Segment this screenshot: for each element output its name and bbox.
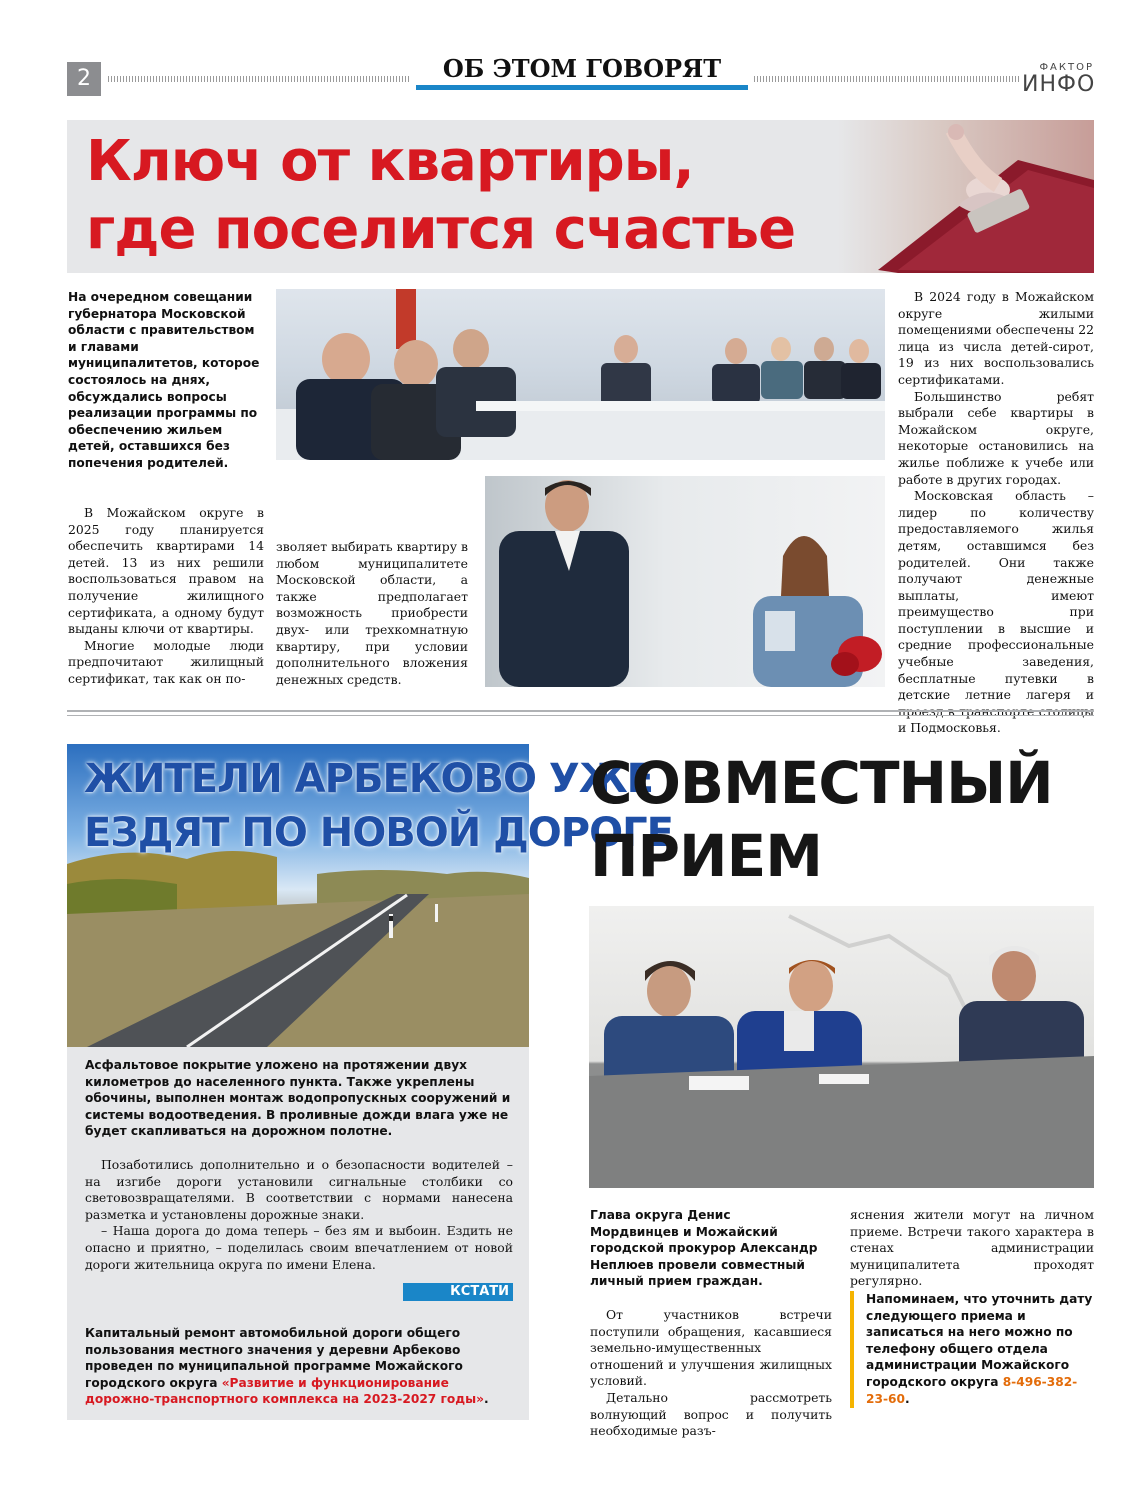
phone-number: 8-496-382-23-60 xyxy=(866,1374,1078,1406)
article3-lead: Глава округа Денис Мордвинцев и Можайский городской прокурор Александр Неплюев провели совместный личный прием граждан. xyxy=(590,1208,818,1289)
meeting-illustration xyxy=(276,289,885,460)
article2-body xyxy=(85,1157,513,1273)
article1-title-line1: Ключ от квартиры, xyxy=(86,129,694,194)
article3-p2-text: Детально рассмотреть волнующий вопрос и получить необходимые разъ- xyxy=(590,1389,832,1439)
article1-title xyxy=(86,128,795,264)
article1-col3-p1 xyxy=(898,289,1094,389)
article1-col1 xyxy=(68,505,264,688)
article1-col1-p1-text: В Можайском округе в 2025 году планируется обеспечить квартирами 14 детей. 13 из них решили воспользоваться правом на получение жилищного сертификата, а одному будут выданы ключи от квартиры. xyxy=(68,505,264,637)
header-rule-left xyxy=(108,76,410,82)
article3-title-line2: ПРИЕМ xyxy=(590,822,822,890)
article1-col2-p1: зволяет выбирать квартиру в любом муниципалитете Московской области, а также предполагает возможность приобрести двух- или трехкомнатную квартиру, при условии дополнительного вложения денежных средств. xyxy=(276,539,468,687)
article1-col3-p2 xyxy=(898,389,1094,489)
article1-col1-p1 xyxy=(68,505,264,638)
kstati-program: «Развитие и функционирование дорожно-транспортного комплекса на 2023-2027 годы» xyxy=(85,1375,484,1407)
handover-photo xyxy=(485,476,885,687)
kstati-badge: КСТАТИ xyxy=(403,1283,513,1301)
article3-note xyxy=(866,1291,1094,1407)
article2-title-line2: ЕЗДЯТ ПО НОВОЙ ДОРОГЕ xyxy=(84,810,673,856)
article3-p1-text: От участников встречи поступили обращения, касавшиеся земельно-имущественных отношений и улучшения жилищных условий. xyxy=(590,1307,832,1389)
article3-p2 xyxy=(590,1390,832,1440)
article3-col2-p1: яснения жители могут на личном приеме. Встречи такого характера в стенах администрации муниципалитета проходят регулярно. xyxy=(850,1207,1094,1289)
article2-p1-text: Позаботились дополнительно и о безопасности водителей – на изгибе дороги установили сигнальные столбики со световозвращателями. В соответствии с нормами нанесена разметка и установлены дорожные знаки. xyxy=(85,1157,513,1222)
certificate-illustration xyxy=(838,120,1094,273)
article1-lead: На очередном совещании губернатора Московской области с правительством и главами муниципалитетов, которое состоялось на днях, обсуждались вопросы реализации программы по обеспечению жильем детей, оставшихся без попечения родителей. xyxy=(68,290,260,470)
article1-col1-p2 xyxy=(68,638,264,688)
page-number: 2 xyxy=(67,62,101,96)
article2-title-line1: ЖИТЕЛИ АРБЕКОВО УЖЕ xyxy=(84,756,654,802)
reception-illustration xyxy=(589,906,1094,1188)
note-bar xyxy=(850,1291,854,1408)
article1-col3-p1-text: В 2024 году в Можайском округе жилыми помещениями обеспечены 22 лица из числа детей-сирот, 19 из них воспользовались сертификатами. xyxy=(898,289,1094,387)
article1-col3 xyxy=(898,289,1094,737)
article3-col1 xyxy=(590,1307,832,1440)
article1-col3-p2-text: Большинство ребят выбрали себе квартиры в Можайском округе, некоторые остановились на жилье поближе к учебе или работе в других городах. xyxy=(898,388,1094,487)
handover-illustration xyxy=(485,476,885,687)
article3-col2 xyxy=(850,1207,1094,1290)
logo xyxy=(1022,62,1094,96)
certificate-photo xyxy=(838,120,1094,273)
meeting-photo xyxy=(276,289,885,460)
phone-end: . xyxy=(904,1391,910,1406)
section-divider xyxy=(67,710,1094,716)
article2-p1 xyxy=(85,1157,513,1223)
article1-col3-p3-text: Московская область – лидер по количеству предоставляемого жилья детям, оставшимся без родителей. Они также получают денежные выплаты, имеют преимущество при поступлении в высшие и средние профессиональные учебные заведения, бесплатные путевки в детские летние лагеря и проезд в транспорте столицы и Подмосковья. xyxy=(898,488,1094,736)
section-underline xyxy=(416,85,748,90)
logo-bottom: ИНФО xyxy=(1022,72,1096,97)
article1-title-line2: где поселится счастье xyxy=(86,197,796,262)
kstati-text xyxy=(85,1325,515,1408)
article2-p2 xyxy=(85,1223,513,1273)
article2-title xyxy=(84,752,673,860)
kstati-text-body: Капитальный ремонт автомобильной дороги общего пользования местного значения у деревни Арбеково проведен по муниципальной программе Можайского городского округа xyxy=(85,1326,463,1390)
header-rule-right xyxy=(754,76,1019,82)
logo-top: ФАКТОР xyxy=(1039,62,1094,73)
kstati-end: . xyxy=(484,1392,489,1407)
article1-col3-p3 xyxy=(898,488,1094,737)
article3-title-line1: СОВМЕСТНЫЙ xyxy=(590,749,1053,817)
article2-p2-text: – Наша дорога до дома теперь – без ям и выбоин. Ездить не опасно и приятно, – поделилась своим впечатлением от новой дороги жительница округа по имени Елена. xyxy=(85,1223,513,1272)
article2-lead: Асфальтовое покрытие уложено на протяжении двух километров до населенного пункта. Также укреплены обочины, выполнен монтаж водопропускных сооружений и системы водоотведения. В проливные дожди влага уже не будет скапливаться на дорожном полотне. xyxy=(85,1058,511,1139)
article3-p1 xyxy=(590,1307,832,1390)
article1-col2 xyxy=(276,539,468,688)
article3-note-text: Напоминаем, что уточнить дату следующего приема и записаться на него можно по телефону общего отдела администрации Можайского городского округа xyxy=(866,1292,1093,1389)
reception-photo xyxy=(589,906,1094,1188)
article1-col1-p2-text: Многие молодые люди предпочитают жилищный сертификат, так как он по- xyxy=(68,637,264,686)
section-title: ОБ ЭТОМ ГОВОРЯТ xyxy=(442,54,722,83)
